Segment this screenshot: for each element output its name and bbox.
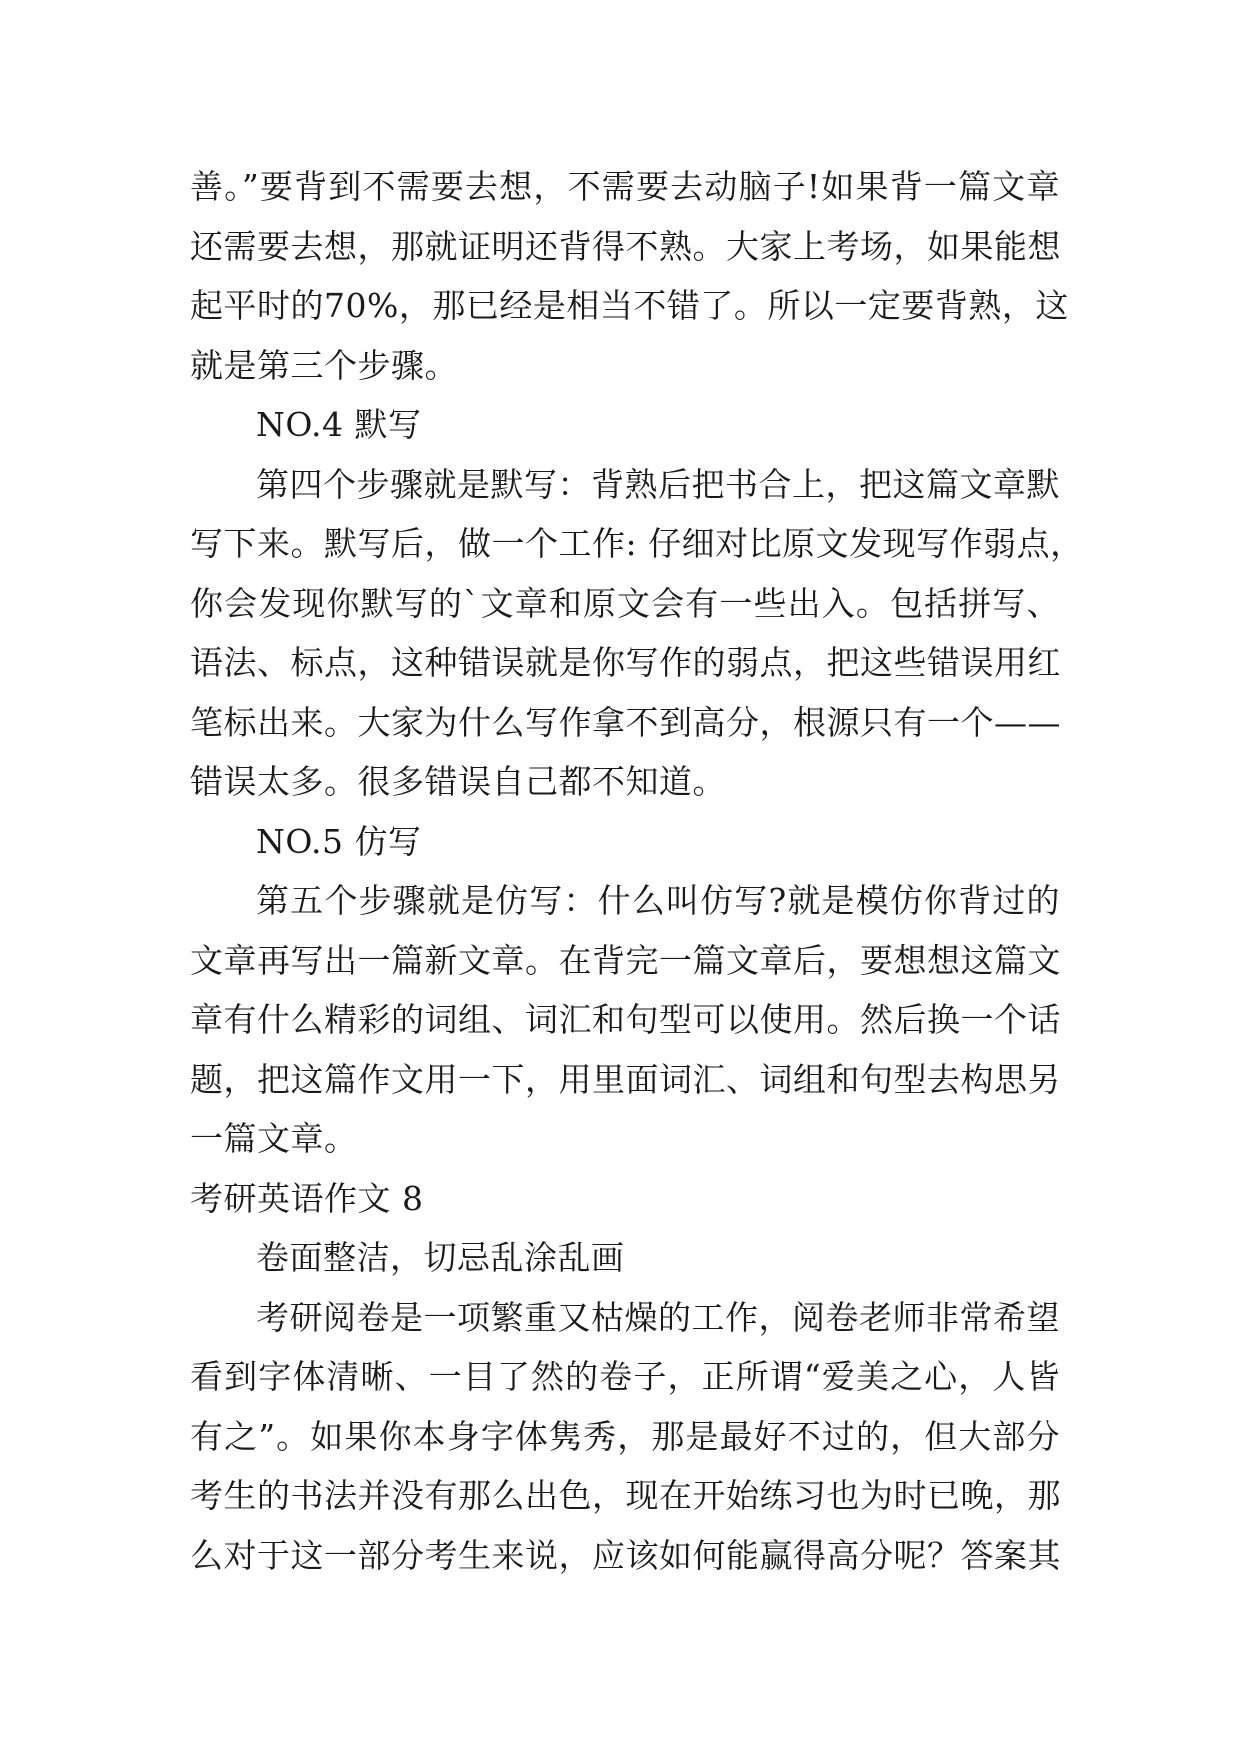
paragraph-line: 章有什么精彩的词组、词汇和句型可以使用。然后换一个话 (190, 1000, 1061, 1039)
paragraph-line: 笔标出来。大家为什么写作拿不到高分，根源只有一个—— (190, 702, 1061, 742)
paragraph-line: 有之”。如果你本身字体隽秀，那是最好不过的，但大部分 (190, 1416, 1060, 1456)
paragraph-line: 么对于这一部分考生来说，应该如何能赢得高分呢？答案其 (190, 1535, 1061, 1575)
subsection-heading: 卷面整洁，切忌乱涂乱画 (256, 1238, 625, 1277)
paragraph-line: 语法、标点，这种错误就是你写作的弱点，把这些错误用红 (190, 643, 1061, 682)
document-page (190, 157, 1084, 1585)
paragraph-line: 写下来。默写后，做一个工作: 仔细对比原文发现写作弱点， (190, 524, 1084, 563)
paragraph-line: 你会发现你默写的`文章和原文会有一些出入。包括拼写、 (190, 583, 1060, 623)
paragraph-line: 善。”要背到不需要去想，不需要去动脑子!如果背一篇文章 (190, 167, 1060, 206)
paragraph-line: 第五个步骤就是仿写：什么叫仿写?就是模仿你背过的 (256, 881, 1060, 920)
paragraph-line: 一篇文章。 (190, 1119, 358, 1158)
section-heading-no4: NO.4 默写 (256, 405, 422, 444)
paragraph-line: 题，把这篇作文用一下，用里面词汇、词组和句型去构思另 (190, 1059, 1061, 1099)
paragraph-line: 就是第三个步骤。 (190, 345, 458, 385)
paragraph-line: 起平时的70%，那已经是相当不错了。所以一定要背熟，这 (190, 286, 1069, 325)
paragraph-line: 还需要去想，那就证明还背得不熟。大家上考场，如果能想 (190, 226, 1061, 266)
paragraph-line: 错误太多。很多错误自己都不知道。 (190, 762, 726, 801)
paragraph-line: 文章再写出一篇新文章。在背完一篇文章后，要想想这篇文 (190, 940, 1061, 980)
section-heading-no5: NO.5 仿写 (256, 821, 422, 861)
article-title: 考研英语作文 8 (190, 1178, 424, 1218)
paragraph-line: 第四个步骤就是默写：背熟后把书合上，把这篇文章默 (256, 464, 1060, 504)
paragraph-line: 考生的书法并没有那么出色，现在开始练习也为时已晚，那 (190, 1476, 1061, 1515)
paragraph-line: 看到字体清晰、一目了然的卷子，正所谓“爱美之心，人皆 (190, 1357, 1060, 1396)
paragraph-line: 考研阅卷是一项繁重又枯燥的工作，阅卷老师非常希望 (256, 1297, 1060, 1337)
